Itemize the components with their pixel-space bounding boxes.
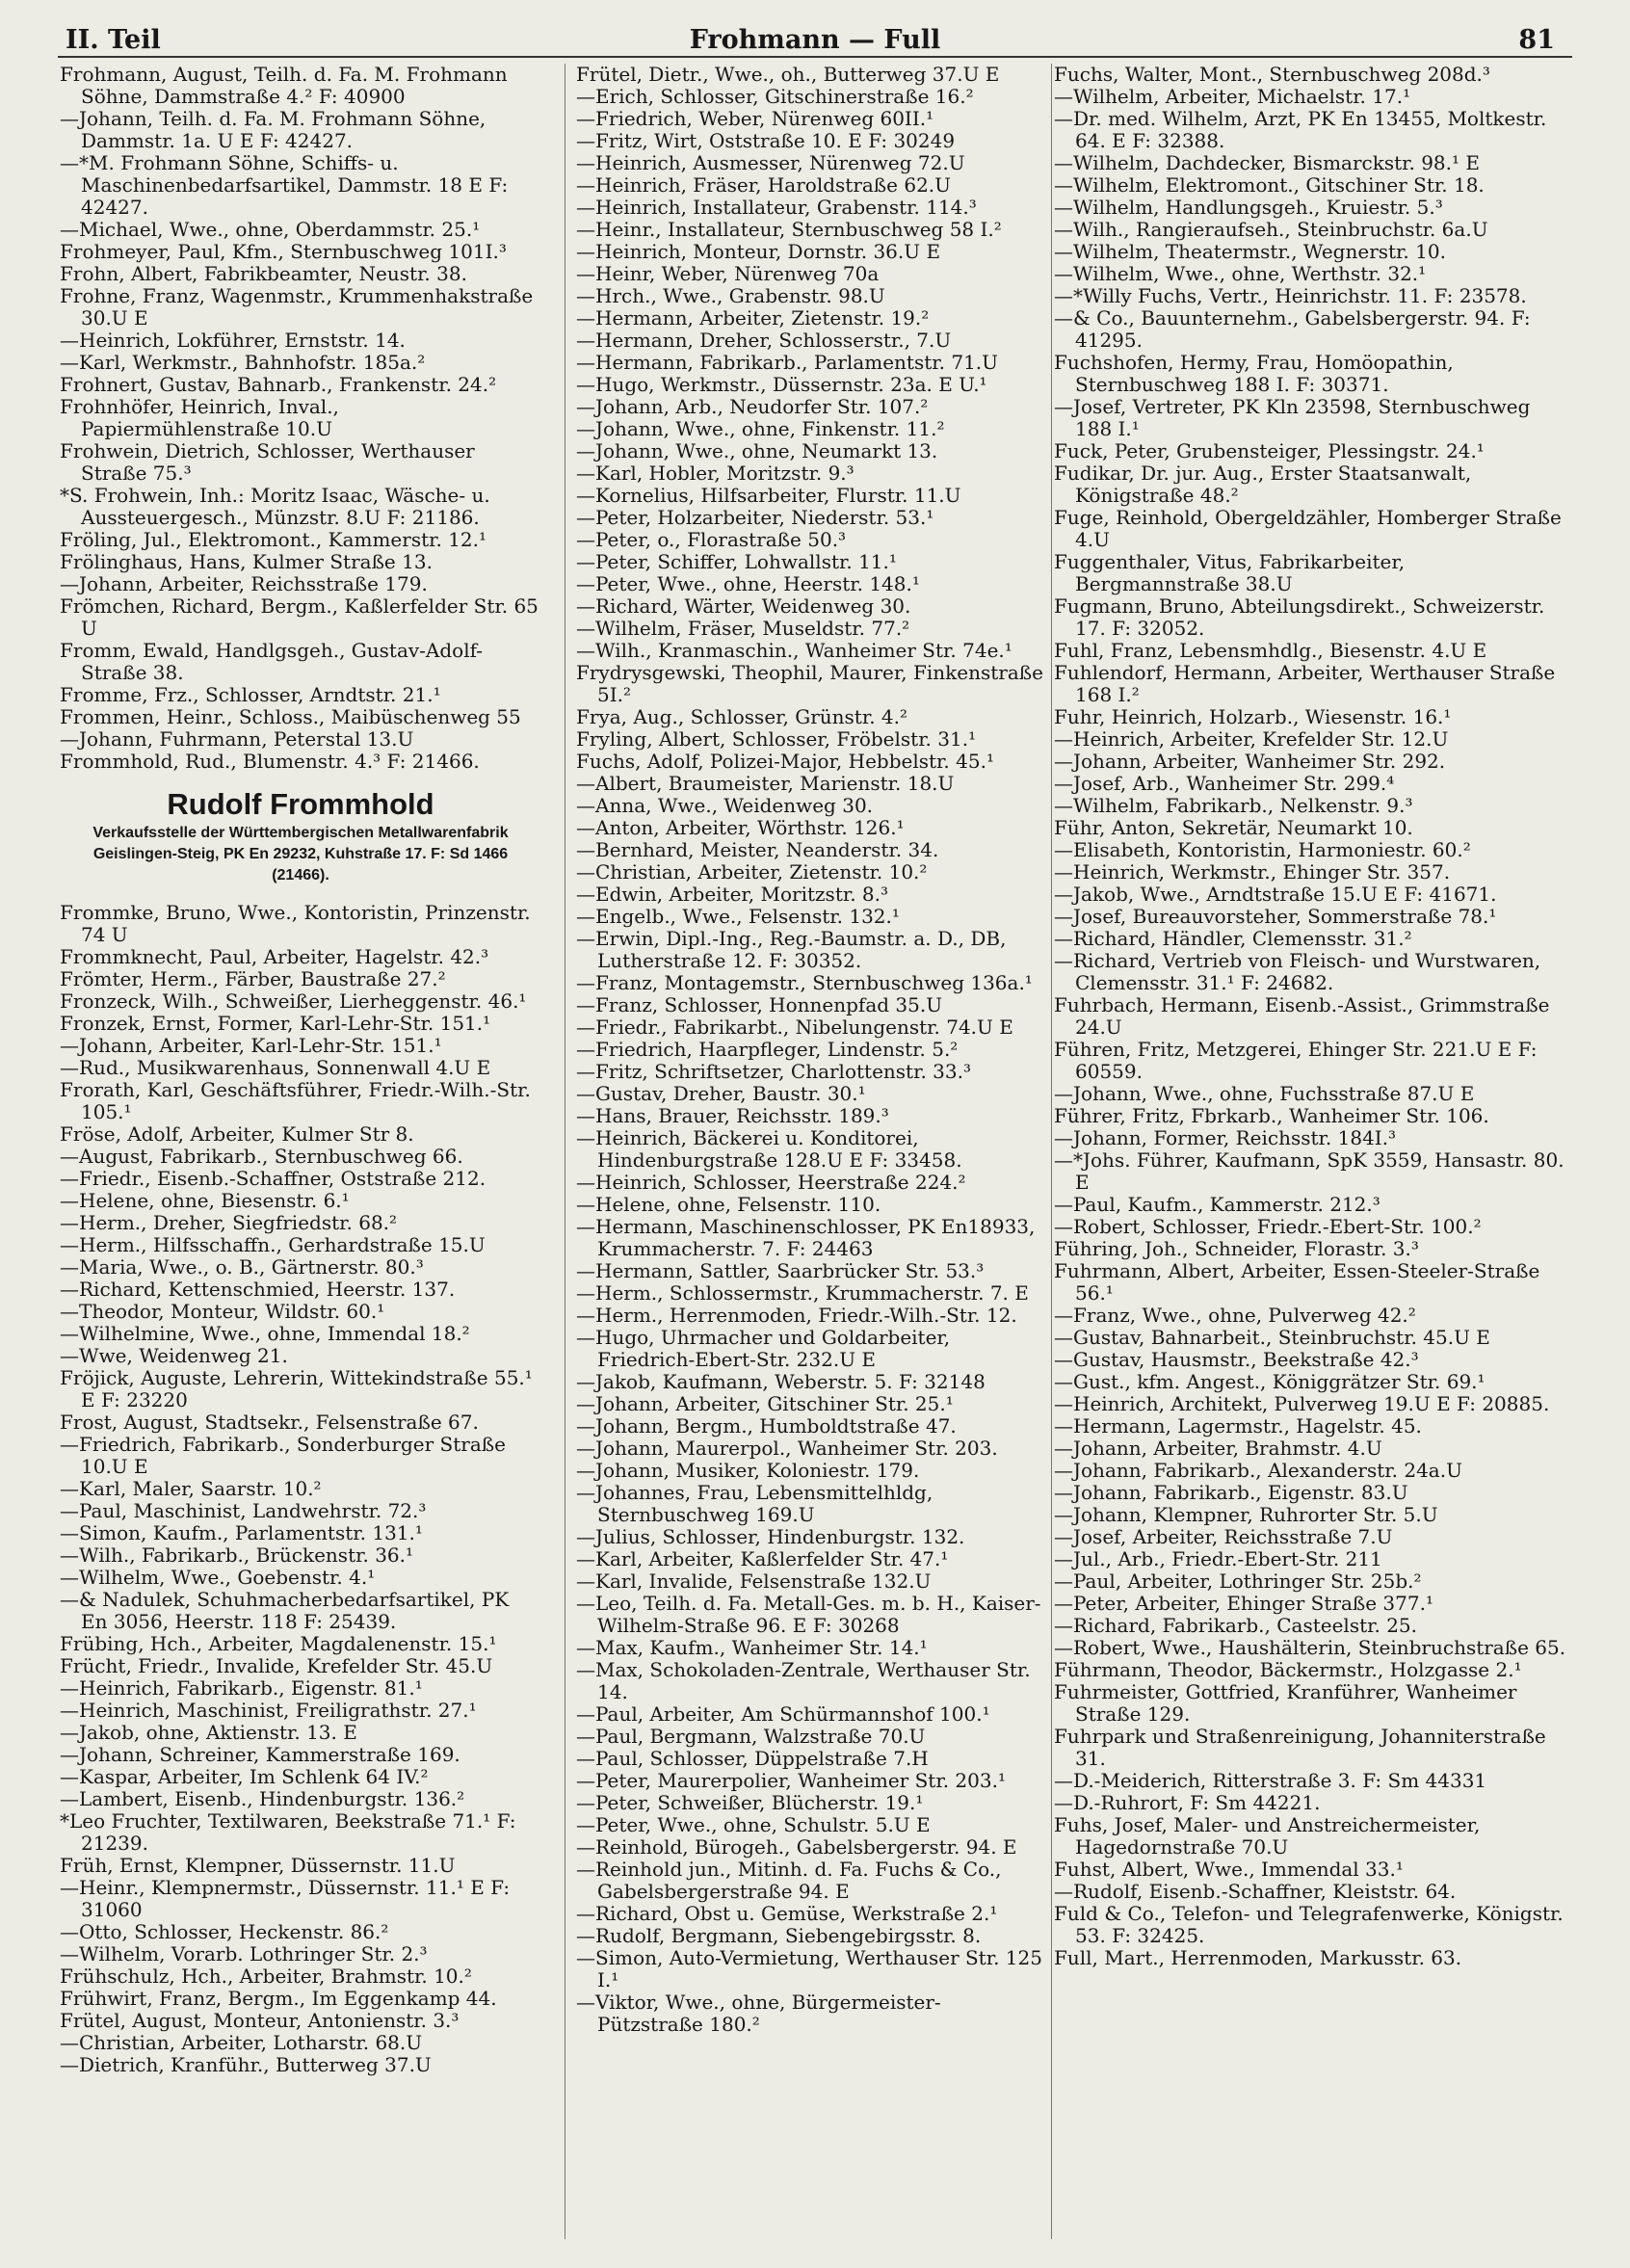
directory-entry: —Fritz, Wirt, Oststraße 10. E F: 30249	[576, 129, 956, 152]
directory-entry: —Reinhold, Bürogeh., Gabelsbergerstr. 94. E	[576, 1835, 1017, 1859]
directory-entry: —Wilhelm, Theatermstr., Wegnerstr. 10.	[1054, 240, 1446, 263]
directory-entry: —& Nadulek, Schuhmacherbedarfsartikel, PK En 3056, Heerstr. 118 F: 25439.	[60, 1588, 510, 1633]
column-1-entries-bottom	[60, 902, 541, 2076]
directory-entry: *Leo Fruchter, Textilwaren, Beekstraße 71.¹ F: 21239.	[60, 1809, 516, 1855]
directory-entry: Fuhlendorf, Hermann, Arbeiter, Werthauser Straße 168 I.²	[1054, 661, 1556, 706]
column-divider	[1051, 64, 1052, 2239]
directory-entry: —Richard, Wärter, Weidenweg 30.	[576, 594, 911, 618]
directory-entry: —Kornelius, Hilfsarbeiter, Flurstr. 11.U	[576, 484, 961, 507]
directory-entry: —Peter, Schiffer, Lohwallstr. 11.¹	[576, 550, 897, 573]
directory-entry: —Rudolf, Bergmann, Siebengebirgsstr. 8.	[576, 1924, 982, 1947]
directory-entry: —Peter, o., Florastraße 50.³	[576, 528, 847, 551]
directory-entry: —Friedr., Fabrikarbt., Nibelungenstr. 74.U E	[576, 1015, 1013, 1039]
directory-entry: —Karl, Hobler, Moritzstr. 9.³	[576, 462, 854, 485]
directory-entry: —Jakob, Kaufmann, Weberstr. 5. F: 32148	[576, 1370, 986, 1393]
directory-entry: —Peter, Wwe., ohne, Heerstr. 148.¹	[576, 572, 920, 595]
directory-entry: —Friedrich, Haarpfleger, Lindenstr. 5.²	[576, 1038, 959, 1061]
directory-entry: —Otto, Schlosser, Heckenstr. 86.²	[60, 1920, 389, 1943]
directory-entry: —Johann, Wwe., ohne, Finkenstr. 11.²	[576, 417, 945, 440]
directory-entry: —Richard, Obst u. Gemüse, Werkstraße 2.¹	[576, 1902, 998, 1925]
directory-entry: —Wilhelm, Wwe., ohne, Werthstr. 32.¹	[1054, 262, 1427, 285]
directory-entry: —Fritz, Schriftsetzer, Charlottenstr. 33.³	[576, 1060, 971, 1083]
directory-entry: Frost, August, Stadtsekr., Felsenstraße 67.	[60, 1411, 479, 1434]
directory-entry: —Wilh., Rangieraufseh., Steinbruchstr. 6a.U	[1054, 218, 1488, 241]
directory-entry: Führing, Joh., Schneider, Florastr. 3.³	[1054, 1237, 1419, 1260]
directory-entry: —D.-Ruhrort, F: Sm 44221.	[1054, 1791, 1321, 1814]
directory-entry: Fuld & Co., Telefon- und Telegrafenwerke, Königstr. 53. F: 32425.	[1054, 1902, 1564, 1947]
column-2	[576, 64, 1046, 2036]
directory-entry: —Heinr., Klempnermstr., Düssernstr. 11.¹ E F: 31060	[60, 1876, 511, 1921]
directory-entry: —Paul, Schlosser, Düppelstraße 7.H	[576, 1747, 929, 1770]
directory-entry: Fuchshofen, Hermy, Frau, Homöopathin, Sternbuschweg 188 I. F: 30371.	[1054, 351, 1454, 396]
directory-entry: —Kaspar, Arbeiter, Im Schlenk 64 IV.²	[60, 1765, 429, 1788]
directory-entry: —Christian, Arbeiter, Lotharstr. 68.U	[60, 2031, 423, 2054]
advertisement-box	[60, 786, 541, 886]
directory-entry: Fromm, Ewald, Handlgsgeh., Gustav-Adolf-Straße 38.	[60, 639, 484, 684]
directory-entry: —Wilhelm, Arbeiter, Michaelstr. 17.¹	[1054, 85, 1411, 108]
directory-entry: Fuchs, Walter, Mont., Sternbuschweg 208d.³	[1054, 63, 1490, 86]
directory-entry: —Josef, Bureauvorsteher, Sommerstraße 78.¹	[1054, 905, 1497, 928]
directory-entry: —Edwin, Arbeiter, Moritzstr. 8.³	[576, 883, 889, 906]
directory-entry: —Heinrich, Ausmesser, Nürenweg 72.U	[576, 151, 965, 174]
directory-entry: —Hans, Brauer, Reichsstr. 189.³	[576, 1104, 889, 1127]
directory-entry: —Simon, Kaufm., Parlamentstr. 131.¹	[60, 1521, 423, 1544]
directory-entry: —Johann, Fuhrmann, Peterstal 13.U	[60, 727, 414, 751]
directory-entry: —Anna, Wwe., Weidenweg 30.	[576, 794, 874, 817]
directory-entry: Frommhold, Rud., Blumenstr. 4.³ F: 21466.	[60, 750, 480, 773]
directory-entry: Frohwein, Dietrich, Schlosser, Werthauser Straße 75.³	[60, 439, 475, 485]
directory-entry: Fronzeck, Wilh., Schweißer, Lierheggenstr. 46.¹	[60, 989, 527, 1013]
directory-entry: —Dr. med. Wilhelm, Arzt, PK En 13455, Moltkestr. 64. E F: 32388.	[1054, 107, 1547, 152]
directory-entry: —Johann, Schreiner, Kammerstraße 169.	[60, 1743, 460, 1766]
directory-entry: —Richard, Fabrikarb., Casteelstr. 25.	[1054, 1614, 1418, 1637]
directory-entry: Fuhr, Heinrich, Holzarb., Wiesenstr. 16.¹	[1054, 705, 1452, 728]
directory-entry: —Bernhard, Meister, Neanderstr. 34.	[576, 838, 939, 861]
directory-entry: —Peter, Maurerpolier, Wanheimer Str. 203.¹	[576, 1769, 1006, 1792]
directory-entry: Frühwirt, Franz, Bergm., Im Eggenkamp 44.	[60, 1987, 497, 2010]
directory-entry: —Friedrich, Weber, Nürenweg 60II.¹	[576, 107, 934, 130]
directory-entry: —Heinrich, Lokführer, Ernststr. 14.	[60, 329, 406, 352]
directory-entry: Fryling, Albert, Schlosser, Fröbelstr. 31.¹	[576, 727, 977, 751]
directory-entry: —Hermann, Lagermstr., Hagelstr. 45.	[1054, 1414, 1422, 1437]
directory-entry: —Paul, Arbeiter, Am Schürmannshof 100.¹	[576, 1702, 990, 1726]
directory-entry: Fudikar, Dr. jur. Aug., Erster Staatsanwalt, Königstraße 48.²	[1054, 462, 1472, 507]
directory-entry: —Herm., Schlossermstr., Krummacherstr. 7. E	[576, 1281, 1029, 1305]
directory-entry: Fuhrmeister, Gottfried, Kranführer, Wanheimer Straße 129.	[1054, 1680, 1517, 1726]
directory-entry: —Wwe, Weidenweg 21.	[60, 1344, 288, 1367]
directory-entry: —Christian, Arbeiter, Zietenstr. 10.²	[576, 860, 928, 883]
directory-entry: Frydrysgewski, Theophil, Maurer, Finkenstraße 5I.²	[576, 661, 1043, 706]
directory-entry: Fuhst, Albert, Wwe., Immendal 33.¹	[1054, 1858, 1404, 1881]
directory-entry: Frohn, Albert, Fabrikbeamter, Neustr. 38.	[60, 262, 467, 285]
directory-entry: —Hermann, Dreher, Schlosserstr., 7.U	[576, 329, 952, 352]
directory-entry: —Maria, Wwe., o. B., Gärtnerstr. 80.³	[60, 1255, 424, 1279]
directory-entry: —Heinrich, Fräser, Haroldstraße 62.U	[576, 173, 952, 197]
directory-entry: —Wilhelm, Vorarb. Lothringer Str. 2.³	[60, 1942, 428, 1965]
directory-entry: Führmann, Theodor, Bäckermstr., Holzgasse 2.¹	[1054, 1658, 1522, 1681]
directory-entry: —Johann, Wwe., ohne, Neumarkt 13.	[576, 439, 938, 462]
directory-entry: —Heinrich, Monteur, Dornstr. 36.U E	[576, 240, 941, 263]
directory-entry: —Johann, Fabrikarb., Eigenstr. 83.U	[1054, 1481, 1408, 1504]
directory-entry: —Hugo, Werkmstr., Düssernstr. 23a. E U.¹	[576, 373, 987, 396]
directory-entry: —Friedr., Eisenb.-Schaffner, Oststraße 212.	[60, 1167, 486, 1190]
directory-entry: —Heinrich, Schlosser, Heerstraße 224.²	[576, 1171, 966, 1194]
directory-entry: —Heinrich, Installateur, Grabenstr. 114.³	[576, 196, 977, 219]
directory-entry: —Lambert, Eisenb., Hindenburgstr. 136.²	[60, 1787, 465, 1810]
directory-entry: —Paul, Kaufm., Kammerstr. 212.³	[1054, 1193, 1380, 1216]
directory-entry: —Wilhelm, Handlungsgeh., Kruiestr. 5.³	[1054, 196, 1443, 219]
directory-entry: —Gust., kfm. Angest., Königgrätzer Str. 69.¹	[1054, 1370, 1485, 1393]
directory-entry: —Wilhelmine, Wwe., ohne, Immendal 18.²	[60, 1322, 470, 1345]
directory-entry: —Engelb., Wwe., Felsenstr. 132.¹	[576, 905, 900, 928]
directory-entry: —Richard, Händler, Clemensstr. 31.²	[1054, 927, 1412, 950]
directory-entry: —Hrch., Wwe., Grabenstr. 98.U	[576, 284, 885, 307]
page-running-title: Frohmann — Full	[689, 25, 941, 55]
section-label: II. Teil	[66, 25, 161, 55]
directory-entry: Frohmeyer, Paul, Kfm., Sternbuschweg 101I.³	[60, 240, 507, 263]
directory-entry: —Gustav, Dreher, Baustr. 30.¹	[576, 1082, 866, 1105]
directory-entry: —Josef, Vertreter, PK Kln 23598, Sternbuschweg 188 I.¹	[1054, 395, 1531, 440]
directory-entry: —Wilhelm, Dachdecker, Bismarckstr. 98.¹ E	[1054, 151, 1480, 174]
directory-entry: —Karl, Arbeiter, Kaßlerfelder Str. 47.¹	[576, 1547, 949, 1570]
directory-entry: —Herm., Dreher, Siegfriedstr. 68.²	[60, 1211, 398, 1234]
directory-entry: —Heinrich, Werkmstr., Ehinger Str. 357.	[1054, 860, 1451, 883]
directory-entry: Fröse, Adolf, Arbeiter, Kulmer Str 8.	[60, 1122, 414, 1146]
directory-entry: Frohnert, Gustav, Bahnarb., Frankenstr. 24.²	[60, 373, 497, 396]
directory-entry: —D.-Meiderich, Ritterstraße 3. F: Sm 44331	[1054, 1769, 1487, 1792]
directory-entry: Frölinghaus, Hans, Kulmer Straße 13.	[60, 550, 433, 573]
directory-entry: —Heinr., Installateur, Sternbuschweg 58 I.²	[576, 218, 1002, 241]
directory-entry: —Anton, Arbeiter, Wörthstr. 126.¹	[576, 816, 905, 839]
directory-entry: —Johann, Former, Reichsstr. 184I.³	[1054, 1126, 1397, 1149]
directory-entry: Führ, Anton, Sekretär, Neumarkt 10.	[1054, 816, 1413, 839]
directory-entry: —Hermann, Arbeiter, Zietenstr. 19.²	[576, 306, 930, 330]
directory-entry: —Wilh., Fabrikarb., Brückenstr. 36.¹	[60, 1543, 414, 1567]
directory-entry: —Gustav, Bahnarbeit., Steinbruchstr. 45.U E	[1054, 1326, 1490, 1349]
page-number: 81	[1518, 25, 1555, 55]
directory-entry: Frya, Aug., Schlosser, Grünstr. 4.²	[576, 705, 908, 728]
directory-entry: Frütel, Dietr., Wwe., oh., Butterweg 37.U E	[576, 63, 1000, 86]
directory-entry: Fronzek, Ernst, Former, Karl-Lehr-Str. 151.¹	[60, 1012, 491, 1035]
directory-entry: Frütel, August, Monteur, Antonienstr. 3.³	[60, 2009, 460, 2032]
advertisement-title: Rudolf Frommhold	[167, 787, 434, 821]
directory-entry: Fuhrmann, Albert, Arbeiter, Essen-Steeler-Straße 56.¹	[1054, 1259, 1540, 1305]
directory-entry: Fugmann, Bruno, Abteilungsdirekt., Schweizerstr. 17. F: 32052.	[1054, 594, 1545, 640]
directory-entry: —Elisabeth, Kontoristin, Harmoniestr. 60.²	[1054, 838, 1471, 861]
directory-entry: —Franz, Schlosser, Honnenpfad 35.U	[576, 993, 943, 1016]
directory-entry: Frommke, Bruno, Wwe., Kontoristin, Prinzenstr. 74 U	[60, 901, 531, 946]
directory-entry: —Johann, Arb., Neudorfer Str. 107.²	[576, 395, 929, 418]
directory-entry: —Robert, Wwe., Haushälterin, Steinbruchstraße 65.	[1054, 1636, 1566, 1659]
directory-entry: —& Co., Bauunternehm., Gabelsbergerstr. 94. F: 41295.	[1054, 306, 1531, 352]
directory-entry: *S. Frohwein, Inh.: Moritz Isaac, Wäsche- u. Aussteuergesch., Münzstr. 8.U F: 21186.	[60, 484, 490, 529]
directory-entry: Frorath, Karl, Geschäftsführer, Friedr.-Wilh.-Str. 105.¹	[60, 1078, 531, 1123]
directory-entry: Fromme, Frz., Schlosser, Arndtstr. 21.¹	[60, 683, 441, 706]
directory-entry: —Reinhold jun., Mitinh. d. Fa. Fuchs & Co., Gabelsbergerstraße 94. E	[576, 1858, 1002, 1903]
directory-entry: Fuggenthaler, Vitus, Fabrikarbeiter, Bergmannstraße 38.U	[1054, 550, 1406, 595]
directory-entry: —Richard, Kettenschmied, Heerstr. 137.	[60, 1278, 456, 1301]
directory-entry: —Franz, Wwe., ohne, Pulverweg 42.²	[1054, 1304, 1416, 1327]
directory-entry: —Jul., Arb., Friedr.-Ebert-Str. 211	[1054, 1547, 1382, 1570]
directory-entry: —Johann, Musiker, Koloniestr. 179.	[576, 1459, 920, 1482]
directory-entry: —*M. Frohmann Söhne, Schiffs- u. Maschinenbedarfsartikel, Dammstr. 18 E F: 42427.	[60, 151, 509, 219]
directory-entry: —Viktor, Wwe., ohne, Bürgermeister-Pützstraße 180.²	[576, 1991, 941, 2036]
directory-entry: —Heinrich, Arbeiter, Krefelder Str. 12.U	[1054, 727, 1449, 751]
directory-entry: Fuhrbach, Hermann, Eisenb.-Assist., Grimmstraße 24.U	[1054, 993, 1550, 1039]
directory-entry: Frücht, Friedr., Invalide, Krefelder Str. 45.U	[60, 1654, 493, 1677]
column-3	[1054, 64, 1568, 1969]
directory-entry: Frühschulz, Hch., Arbeiter, Brahmstr. 10.²	[60, 1965, 472, 1988]
directory-entry: —Simon, Auto-Vermietung, Werthauser Str. 125 I.¹	[576, 1946, 1042, 1991]
directory-entry: —Max, Kaufm., Wanheimer Str. 14.¹	[576, 1636, 928, 1659]
directory-entry: Frommknecht, Paul, Arbeiter, Hagelstr. 42.³	[60, 945, 489, 968]
directory-entry: —Albert, Braumeister, Marienstr. 18.U	[576, 772, 955, 795]
directory-entry: —Peter, Arbeiter, Ehinger Straße 377.¹	[1054, 1592, 1433, 1615]
directory-entry: —Michael, Wwe., ohne, Oberdammstr. 25.¹	[60, 218, 481, 241]
directory-entry: Fuchs, Adolf, Polizei-Major, Hebbelstr. 45.¹	[576, 750, 994, 773]
directory-entry: —August, Fabrikarb., Sternbuschweg 66.	[60, 1145, 463, 1168]
directory-entry: —Erwin, Dipl.-Ing., Reg.-Baumstr. a. D., DB, Lutherstraße 12. F: 30352.	[576, 927, 1007, 972]
directory-entry: —Richard, Vertrieb von Fleisch- und Wurstwaren, Clemensstr. 31.¹ F: 24682.	[1054, 949, 1541, 994]
directory-entry: —Heinr, Weber, Nürenweg 70a	[576, 262, 880, 285]
directory-entry: —Josef, Arb., Wanheimer Str. 299.⁴	[1054, 772, 1395, 795]
directory-entry: —Dietrich, Kranführ., Butterweg 37.U	[60, 2053, 432, 2076]
directory-entry: —Friedrich, Fabrikarb., Sonderburger Straße 10.U E	[60, 1433, 506, 1478]
directory-entry: —Karl, Werkmstr., Bahnhofstr. 185a.²	[60, 351, 426, 374]
directory-entry: —Johann, Maurerpol., Wanheimer Str. 203.	[576, 1437, 998, 1460]
directory-entry: Frübing, Hch., Arbeiter, Magdalenenstr. 15.¹	[60, 1632, 497, 1655]
directory-entry: —Wilh., Kranmaschin., Wanheimer Str. 74e.¹	[576, 639, 1012, 662]
directory-entry: —Karl, Invalide, Felsenstraße 132.U	[576, 1569, 932, 1593]
directory-entry: —Heinrich, Architekt, Pulverweg 19.U E F: 20885.	[1054, 1392, 1550, 1415]
directory-entry: —Johann, Arbeiter, Brahmstr. 4.U	[1054, 1437, 1382, 1460]
directory-entry: —Rudolf, Eisenb.-Schaffner, Kleiststr. 64.	[1054, 1880, 1457, 1903]
directory-entry: Fröjick, Auguste, Lehrerin, Wittekindstraße 55.¹ E F: 23220	[60, 1366, 533, 1411]
directory-entry: —Wilhelm, Wwe., Goebenstr. 4.¹	[60, 1566, 376, 1589]
directory-entry: —Johann, Teilh. d. Fa. M. Frohmann Söhne, Dammstr. 1a. U E F: 42427.	[60, 107, 486, 152]
directory-entry: —*Johs. Führer, Kaufmann, SpK 3559, Hansastr. 80. E	[1054, 1148, 1564, 1194]
directory-entry: —Helene, ohne, Felsenstr. 110.	[576, 1193, 881, 1216]
directory-entry: Früh, Ernst, Klempner, Düssernstr. 11.U	[60, 1854, 456, 1877]
directory-entry: Frohne, Franz, Wagenmstr., Krummenhakstraße 30.U E	[60, 284, 534, 330]
directory-entry: —Wilhelm, Fabrikarb., Nelkenstr. 9.³	[1054, 794, 1413, 817]
directory-entry: —Johannes, Frau, Lebensmittelhldg, Sternbuschweg 169.U	[576, 1481, 933, 1526]
directory-entry: —Erich, Schlosser, Gitschinerstraße 16.²	[576, 85, 974, 108]
directory-entry: —Peter, Wwe., ohne, Schulstr. 5.U E	[576, 1813, 931, 1836]
directory-entry: —Helene, ohne, Biesenstr. 6.¹	[60, 1189, 350, 1212]
directory-entry: —Julius, Schlosser, Hindenburgstr. 132.	[576, 1525, 965, 1548]
directory-entry: —Heinrich, Maschinist, Freiligrathstr. 27.¹	[60, 1699, 477, 1722]
directory-entry: Frohnhöfer, Heinrich, Inval., Papiermühlenstraße 10.U	[60, 395, 339, 440]
directory-entry: Frommen, Heinr., Schloss., Maibüschenweg 55	[60, 705, 521, 728]
directory-entry: —Johann, Bergm., Humboldtstraße 47.	[576, 1414, 957, 1437]
directory-entry: Fuhrpark und Straßenreinigung, Johanniterstraße 31.	[1054, 1725, 1546, 1770]
advertisement-text: Verkaufsstelle der Württembergischen Metallwarenfabrik Geislingen-Steig, PK En 29232, Kuhstraße 17. F: Sd 1466 (21466).	[92, 825, 509, 883]
directory-entry: —Rud., Musikwarenhaus, Sonnenwall 4.U E	[60, 1056, 491, 1079]
directory-entry: —Hermann, Sattler, Saarbrücker Str. 53.³	[576, 1259, 985, 1282]
directory-entry: —Herm., Herrenmoden, Friedr.-Wilh.-Str. 12.	[576, 1304, 1017, 1327]
directory-entry: —Josef, Arbeiter, Reichsstraße 7.U	[1054, 1525, 1393, 1548]
directory-entry: —Paul, Arbeiter, Lothringer Str. 25b.²	[1054, 1569, 1422, 1593]
directory-entry: Fröling, Jul., Elektromont., Kammerstr. 12.¹	[60, 528, 487, 551]
directory-entry: —Wilhelm, Elektromont., Gitschiner Str. 18.	[1054, 173, 1485, 197]
directory-entry: Fuck, Peter, Grubensteiger, Plessingstr. 24.¹	[1054, 439, 1485, 462]
directory-entry: —Johann, Arbeiter, Reichsstraße 179.	[60, 572, 428, 595]
directory-entry: —Peter, Schweißer, Blücherstr. 19.¹	[576, 1791, 924, 1814]
directory-entry: Führer, Fritz, Fbrkarb., Wanheimer Str. 106.	[1054, 1104, 1489, 1127]
directory-entry: —Wilhelm, Fräser, Museldstr. 77.²	[576, 617, 910, 640]
directory-entry: —Hugo, Uhrmacher und Goldarbeiter, Friedrich-Ebert-Str. 232.U E	[576, 1326, 951, 1371]
directory-entry: —Franz, Montagemstr., Sternbuschweg 136a.¹	[576, 971, 1033, 994]
header-rule	[58, 56, 1572, 58]
directory-entry: —*Willy Fuchs, Vertr., Heinrichstr. 11. F: 23578.	[1054, 284, 1527, 307]
directory-entry: —Johann, Arbeiter, Karl-Lehr-Str. 151.¹	[60, 1034, 442, 1057]
directory-entry: —Hermann, Maschinenschlosser, PK En18933, Krummacherstr. 7. F: 24463	[576, 1215, 1036, 1260]
directory-entry: Fuhl, Franz, Lebensmhdlg., Biesenstr. 4.U E	[1054, 639, 1487, 662]
directory-entry: —Johann, Klempner, Ruhrorter Str. 5.U	[1054, 1503, 1438, 1526]
directory-entry: Führen, Fritz, Metzgerei, Ehinger Str. 221.U E F: 60559.	[1054, 1038, 1538, 1083]
directory-entry: Frömter, Herm., Färber, Baustraße 27.²	[60, 967, 446, 990]
directory-entry: —Peter, Holzarbeiter, Niederstr. 53.¹	[576, 506, 934, 529]
directory-entry: —Theodor, Monteur, Wildstr. 60.¹	[60, 1300, 385, 1323]
directory-entry: —Paul, Maschinist, Landwehrstr. 72.³	[60, 1499, 427, 1522]
directory-entry: —Gustav, Hausmstr., Beekstraße 42.³	[1054, 1348, 1419, 1371]
directory-entry: —Johann, Arbeiter, Gitschiner Str. 25.¹	[576, 1392, 954, 1415]
directory-entry: —Herm., Hilfsschaffn., Gerhardstraße 15.U	[60, 1233, 486, 1256]
directory-entry: —Jakob, ohne, Aktienstr. 13. E	[60, 1721, 357, 1744]
column-1	[60, 64, 541, 2076]
directory-entry: —Heinrich, Bäckerei u. Konditorei, Hindenburgstraße 128.U E F: 33458.	[576, 1126, 962, 1172]
directory-entry: Frohmann, August, Teilh. d. Fa. M. Frohmann Söhne, Dammstraße 4.² F: 40900	[60, 63, 508, 108]
directory-entry: —Johann, Arbeiter, Wanheimer Str. 292.	[1054, 750, 1446, 773]
directory-entry: —Johann, Fabrikarb., Alexanderstr. 24a.U	[1054, 1459, 1462, 1482]
column-1-entries-top	[60, 64, 541, 773]
directory-entry: Fuge, Reinhold, Obergeldzähler, Homberger Straße 4.U	[1054, 506, 1562, 551]
directory-entry: Full, Mart., Herrenmoden, Markusstr. 63.	[1054, 1946, 1462, 1969]
directory-entry: —Karl, Maler, Saarstr. 10.²	[60, 1477, 322, 1500]
directory-entry: —Robert, Schlosser, Friedr.-Ebert-Str. 100.²	[1054, 1215, 1482, 1238]
directory-entry: —Johann, Wwe., ohne, Fuchsstraße 87.U E	[1054, 1082, 1475, 1105]
directory-entry: Fuhs, Josef, Maler- und Anstreichermeister, Hagedornstraße 70.U	[1054, 1813, 1481, 1859]
directory-entry: —Heinrich, Fabrikarb., Eigenstr. 81.¹	[60, 1676, 423, 1700]
directory-entry: —Leo, Teilh. d. Fa. Metall-Ges. m. b. H., Kaiser-Wilhelm-Straße 96. E F: 30268	[576, 1592, 1041, 1637]
directory-entry: —Max, Schokoladen-Zentrale, Werthauser Str. 14.	[576, 1658, 1031, 1703]
directory-entry: Frömchen, Richard, Bergm., Kaßlerfelder Str. 65 U	[60, 594, 539, 640]
directory-entry: —Jakob, Wwe., Arndtstraße 15.U E F: 41671.	[1054, 883, 1497, 906]
directory-entry: —Paul, Bergmann, Walzstraße 70.U	[576, 1725, 926, 1748]
directory-entry: —Hermann, Fabrikarb., Parlamentstr. 71.U	[576, 351, 999, 374]
